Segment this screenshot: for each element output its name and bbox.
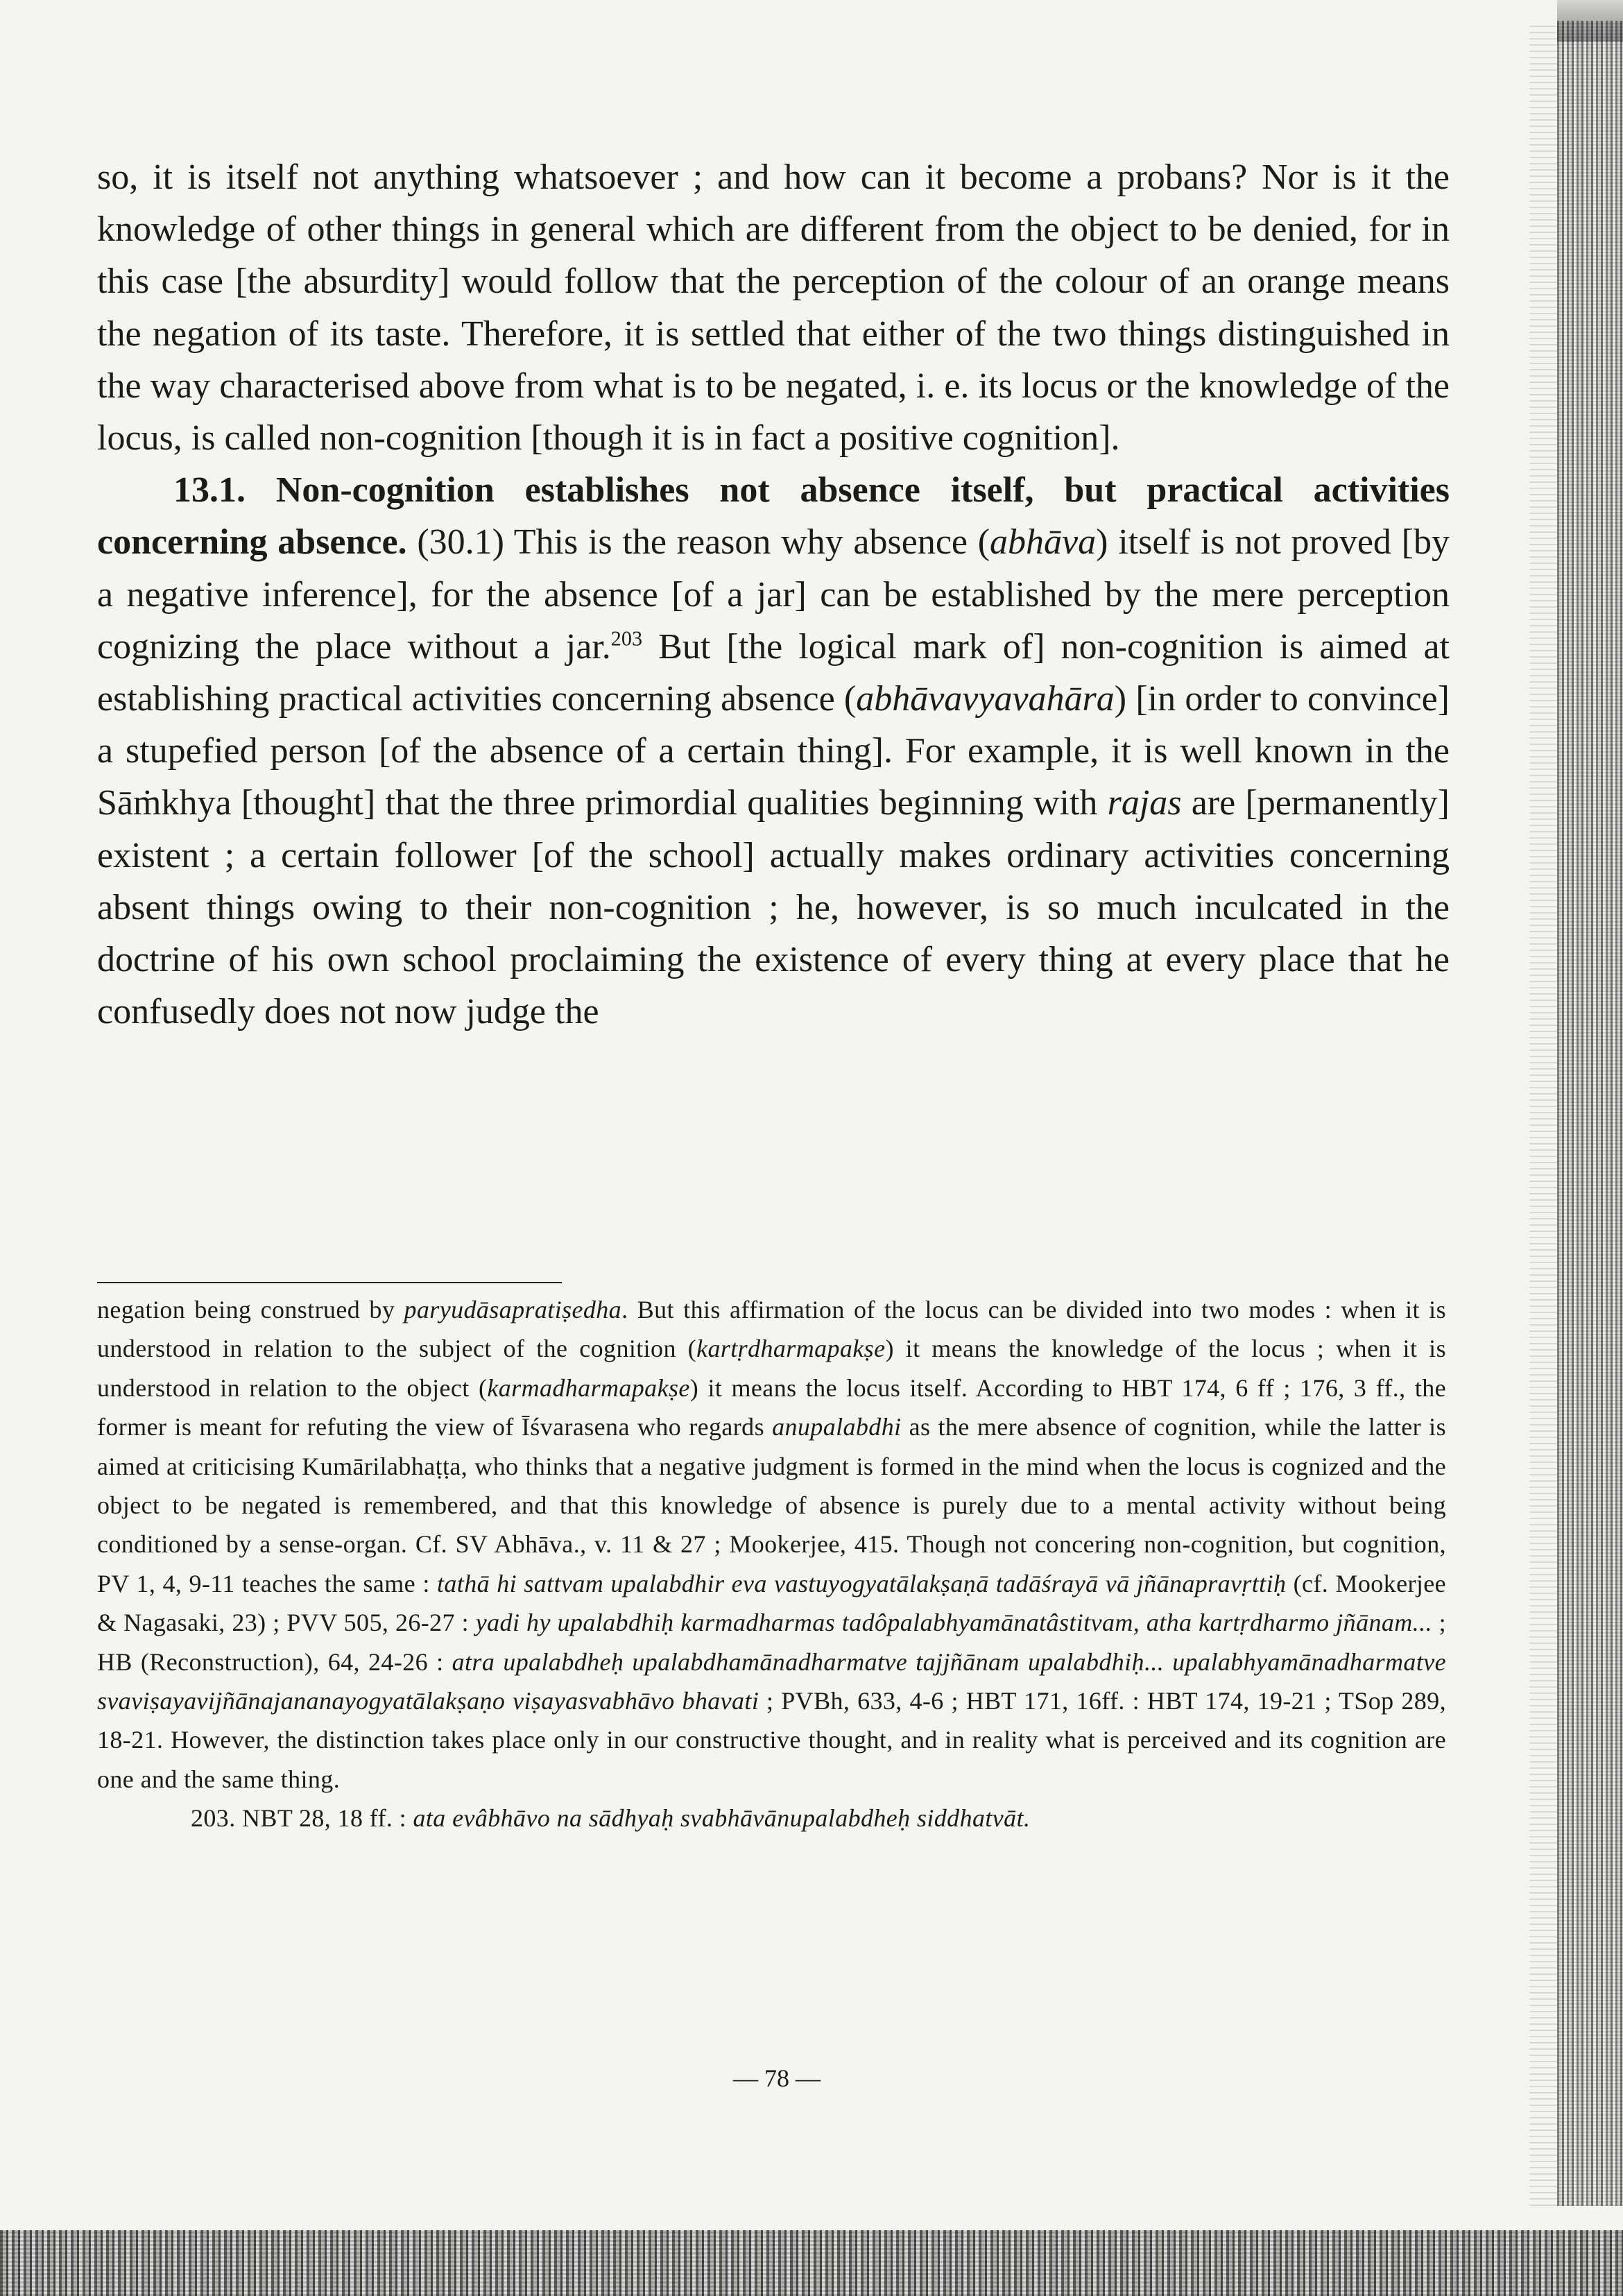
footnotes xyxy=(97,1290,1446,1838)
footnote-rule xyxy=(97,1282,562,1283)
section-title: Non-cognition establishes not absence itself, but practical activities concerning absence. xyxy=(97,470,1450,563)
scan-edge-bottom xyxy=(0,2230,1623,2296)
footnote-203: 203. NBT 28, 18 ff. : ata evâbhāvo na sādhyaḥ svabhāvānupalabdheḥ siddhatvāt. xyxy=(191,1804,1031,1833)
page-number: — 78 — xyxy=(733,2064,821,2092)
footnote-ref-203: 203 xyxy=(610,626,643,651)
main-text xyxy=(97,151,1450,1038)
section-13-1: 13.1. Non-cognition establishes not absence itself, but practical activities concerning absence. (30.1) This is the reason why absence (abhāva) itself is not proved [by a negative inference], for the absence [of a jar] can be established by the mere perception cognizing the place without a jar.$^{203}$ But [the logical mark of] non-cognition is aimed at establishing practical activities concerning absence (abhāvavyavahāra) [in order to convince] a stupefied person [of the absence of a certain thing]. For example, it is well known in the Sāṁkhya [thought] that the three primordial qualities beginning with rajas are [permanently] existent ; a certain follower [of the school] actually makes ordinary activities concerning absent things owing to their non-cognition ; he, however, is so much inculcated in the doctrine of his own school proclaiming the existence of every thing at every place that he confusedly does not now judge the xyxy=(97,470,1450,1032)
footnote-number: 203. xyxy=(191,1804,236,1833)
footnote-continuation: negation being construed by paryudāsapratiṣedha. But this affirmation of the locus can be divided into two modes : when it is understood in relation to the subject of the cognition (kartṛdharmapakṣe) it means the knowledge of the locus ; when it is understood in relation to the object (karmadharmapakṣe) it means the locus itself. According to HBT 174, 6 ff ; 176, 3 ff., the former is meant for refuting the view of Īśvarasena who regards anupalabdhi as the mere absence of cognition, while the latter is aimed at criticising Kumārilabhaṭṭa, who thinks that a negative judgment is formed in the mind when the locus is cognized and the object to be negated is remembered, and that this knowledge of absence is purely due to a mental activity without being conditioned by a sense-organ. Cf. SV Abhāva., v. 11 & 27 ; Mookerjee, 415. Though not concering non-cognition, but cognition, PV 1, 4, 9-11 teaches the same : tathā hi sattvam upalabdhir eva vastuyogyatālakṣaṇā tadāśrayā vā jñānapravṛttiḥ (cf. Mookerjee & Nagasaki, 23) ; PVV 505, 26-27 : yadi hy upalabdhiḥ karmadharmas tadôpalabhyamānatâstitvam, atha kartṛdharmo jñānam... ; HB (Reconstruction), 64, 24-26 : atra upalabdheḥ upalabdhamānadharmatve tajjñānam upalabdhiḥ... upalabhyamānadharmatve svaviṣayavijñānajananayogyatālakṣaṇo viṣayasvabhāvo bhavati ; PVBh, 633, 4-6 ; HBT 171, 16ff. : HBT 174, 19-21 ; TSop 289, 18-21. However, the distinction takes place only in our constructive thought, and in reality what is perceived and its cognition are one and the same thing. xyxy=(97,1296,1447,1793)
section-number: 13.1. xyxy=(173,470,246,511)
scan-edge-right xyxy=(1557,21,1623,2206)
paragraph-continuation: so, it is itself not anything whatsoever ; and how can it become a probans? Nor is it the knowledge of other things in general which are different from the object to be denied, for in this case [the absurdity] would follow that the perception of the colour of an orange means the negation of its taste. Therefore, it is settled that either of the two things distinguished in the way characterised above from what is to be negated, i. e. its locus or the knowledge of the locus, is called non-cognition [though it is in fact a positive cognition]. xyxy=(97,157,1450,459)
